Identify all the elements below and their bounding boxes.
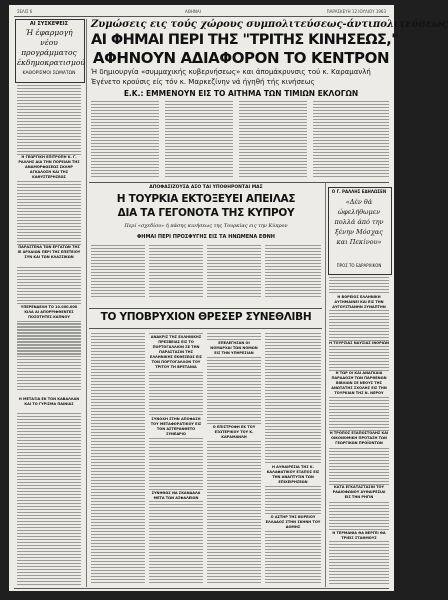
newspaper-page — [9, 5, 448, 591]
header-rule — [14, 16, 389, 17]
page-bottom-rule — [14, 588, 389, 589]
cyprus-body-col-1 — [91, 245, 145, 301]
left-title: Ή έφαρμογή νέου προγράμματος έκδημοκρατισμού — [17, 28, 85, 67]
dateline: ΠΑΡΑΣΚΕΥΗ 12 ΙΟΥΛΙΟΥ 1963 — [326, 9, 386, 14]
right-headline-5: ΚΑΤΑ ΕΓΚΑΤΑΣΤΑΣΙΝ ΤΟΥ ΡΑΔΙΟΦΩΝΟΥ ΑΥΘΑΙΡΕΣΙΑΙ ΕΙΣ ΤΗΝ ΡΗΓΙΝ — [329, 485, 389, 500]
masthead: ΑΘΗΝΑΙ — [185, 9, 201, 14]
left-headline-1: Η ΓΕΩΡΓΙΚΗ ΕΠΙΤΡΟΠΗ Κ. Γ. ΡΑΛΛΗΣ ΔΙΑ ΤΗΝ ΠΟΡΕΙΑΝ ΤΗΣ ΑΝΑΜΟΡΦΩΣΕΩΣ ΣΚΛΗΡ ΑΓΚΑΛΟΣΗ ΚΑΙ ΤΗΣ ΚΑΘΥΣΤΕΡΗΣΕΩΣ — [18, 155, 80, 179]
left-column-rule — [86, 19, 87, 587]
page-number: ΣΕΛΙΣ 6 — [17, 9, 33, 14]
right-headline-6: Η ΤΕΡΜΑΝΙΑ ΘΑ ΒΕΡΓΕΙ ΘΑ ΤΡΙΕΙΣ ΣΤΑΘΜΟΥΣ — [329, 531, 389, 541]
cyprus-deck: Περί «σχεδίου» ή πάσης κινήσεως της Τουρκίας εις την Κύπρον — [124, 223, 288, 229]
deck-line-1: Ή δημιουργία «συμμαχικής κυβερνήσεως» και άπομάκρυνσις τού κ. Καραμανλή — [91, 68, 371, 76]
right-label: Ο Γ. ΡΑΛΛΗΣ ΕΔΗΛΩΣΕΝ — [331, 189, 387, 194]
left-headline-4: Η ΜΕΤΑΞΙΑ ΕΚ ΤΟΝ ΚΑΒΑΛΛΑΝ ΚΑΙ ΤΟ ΓΥΡΙΣΜΑ ΠΑΙΝΙΑΣ — [18, 397, 80, 406]
left-headline-2: ΠΑΡΑΣΤΕΝΑ ΤΩΝ ΕΡΓΑΤΩΝ ΤΗΣ ΙΕ ΑΡΧΑΙΩΝ ΠΕΡΙ ΤΗΣ ΕΠΕΤΕΙΟΥ ΣΥΝ ΚΑΙ ΤΩΝ ΚΛΑΣΣΙΚΩΝ — [17, 245, 81, 259]
lower-headline-g: Ο ΑΣΤΗΡ ΤΗΣ ΒΟΡΕΙΟΥ ΕΛΛΑΔΟΣ ΣΤΗΝ ΣΚΗΝΗ ΤΟΥ ΔΟΜΗΣ — [265, 515, 321, 529]
cyprus-bottom-rule — [89, 308, 322, 309]
left-body-3 — [17, 323, 81, 393]
right-headline-4: Η ΤΡΟΠΟΣ ΕΞΑΠΟΣΤΟΛΗΣ ΚΑΙ ΟΙΚΟΝΟΜΙΚΗ ΠΡΟΤΑΣΗ ΤΩΝ ΓΕΩΡΓΙΚΩΝ ΠΡΟΪΟΝΤΩΝ — [329, 431, 389, 445]
right-column-rule — [325, 183, 326, 587]
submarine-rule — [89, 328, 322, 329]
lower-body-col-2 — [149, 333, 203, 587]
cyprus-body-col-4 — [265, 245, 321, 301]
submarine-headline: ΤΟ ΥΠΟΒΡΥΧΙΟΝ ΘΡΕΣΕΡ ΣΥΝΕΘΛΙΒΗ — [100, 311, 312, 323]
left-label: ΑΙ ΣΥΣΚΕΨΕΙΣ — [29, 21, 69, 27]
top-story-bottom-rule — [89, 182, 389, 183]
lower-headline-e: Ο ΕΠΙΣΤΡΟΦΗ ΕΚ ΤΟΥ ΕΞΩΤΕΡΙΚΟΥ ΤΟΥ Κ. ΚΑΡΑΜΑΝΛΗ — [207, 425, 261, 440]
cyprus-body-col-3 — [207, 245, 261, 301]
top-story-body-col-1 — [91, 101, 159, 179]
left-headline-3: ΥΠΕΡΕΝΔΕΛΗ ΤΟ 10.000.000 ΚΙΛΑ ΑΙ ΑΠΟΡΡΙΦΘΕΝΤΕΣ ΠΟΣΟΤΗΤΕΣ ΚΑΠΝΟΥ — [17, 305, 81, 320]
cyprus-body-col-2 — [149, 245, 203, 301]
cyprus-headline-2: ΔΙΑ ΤΑ ΓΕΓΟΝΟΤΑ ΤΗΣ ΚΥΠΡΟΥ — [117, 207, 295, 219]
cyprus-sub: ΦΗΜΑΙ ΠΕΡΙ ΠΡΟΣΦΥΓΗΣ ΕΙΣ ΤΑ ΗΝΩΜΕΝΑ ΕΘΝΗ — [137, 234, 275, 240]
lower-headline-a: ΑΝΑΚΡΙΣ ΤΗΣ ΕΛΛΗΝΙΚΗΣ ΠΡΕΣΒΕΙΑΣ ΕΙΣ ΤΟ ΠΟΡΤΟΓΑΛΛΙΟΝ ΣΕ ΤΗΝ ΠΑΡΑΣΤΑΣΙΝ ΤΗΣ ΕΛΛΗΝΙΚΗΣ ΕΚΘΕΣΕΩΣ ΕΙΣ ΤΟΝ ΠΟΡΤΟΓΑΛΛΟΝ ΤΟΥ ΤΡΙΤΟΥ ΤΗ ΒΡΕΤΑΝΙΑ — [149, 335, 203, 369]
kicker: Ζυμώσεις εις τούς χώρους συμπολιτεύσεως-άντιπολιτεύσεως — [91, 19, 448, 30]
lower-headline-b: ΣΥΝΟΧΗ ΣΤΗΝ ΑΠΟΦΑΣΗ ΤΟΥ ΜΕΤΑΦΟΡΑΤΙΚΟΥ ΕΙΣ ΤΟΝ ΑΣΤΕΡΑΝΘΕΤΟ ΣΥΝΕΔΡΙΟ — [150, 417, 202, 436]
lower-body-col-4 — [265, 333, 321, 587]
right-title: «Δέν θά ώφελήθωμεν πολλά άπό την ξένην Μόσχας και Πεκίνου» — [334, 198, 384, 246]
right-headline-1: Η ΒΟΡΕΙΟΣ ΕΛΛΗΝΙΚΗ ΑΥΞΗΜΑΙΝΕΙ ΚΑΙ ΕΙΣ ΤΗΝ ΑΥΓΟΥΣΤΙΑΝΗΝ ΣΥΝΑΠΤΗΝ — [329, 295, 389, 310]
lower-headline-f: Η ΑΥΘΑΙΡΕΣΙΑ ΤΗΣ Κ. ΚΑΛΑΦΑΤΙΚΟΥ ΕΞΑΠΟΣ ΕΙΣ ΤΗΝ ΑΝΑΠΤΥΞΙΝ ΤΩΝ ΕΠΙΧΕΙΡΗΣΕΩΝ — [266, 465, 320, 484]
left-small: ΚΑΘΟΡΙΣΜΟΙ ΣΩΜΑΤΩΝ — [22, 71, 76, 76]
lower-body-col-3 — [207, 333, 261, 587]
top-story-body-col-2 — [165, 101, 233, 179]
right-headline-3: Η ΤΩΡ ΟΙ ΚΑΙ ΑΝΑΓΚΑΙΑ ΠΑΡΑΔΟΣΗ ΤΩΝ ΠΑΡΘΕΝΩΝ ΒΙΒΛΙΩΝ ΣΕ ΝΕΟΥΣ ΤΗΣ ΑΝΩΤΑΤΗΣ ΣΧΟΛΗΣ ΕΙΣ ΤΗΝ ΤΟΥΡΚΙΑΝ ΤΗΣ Ν. ΝΕΡΟΥ — [329, 371, 389, 396]
strap: Ε.Κ.: ΕΜΜΕΝΟΥΝ ΕΙΣ ΤΟ ΑΙΤΗΜΑ ΤΩΝ ΤΙΜΙΩΝ ΕΚΛΟΓΩΝ — [123, 89, 359, 98]
left-body-4 — [17, 413, 81, 587]
right-small: ΠΡΟΣ ΤΟ ΕΔΡΑΡΧΙΚΟΝ — [336, 263, 382, 268]
main-headline-line-1: ΑΙ ΦΗΜΑΙ ΠΕΡΙ ΤΗΣ "ΤΡΙΤΗΣ ΚΙΝΗΣΕΩΣ," — [91, 32, 399, 48]
lower-headline-c: ΣΥΝΗΘΩΣ ΝΑ ΣΚΑΝΔΑΛΑ ΜΕΤΑ ΤΩΝ ΑΣΦΑΛΕΙΩΝ — [149, 491, 203, 501]
cyprus-headline-1: Η ΤΟΥΡΚΙΑ ΕΚΤΟΞΕΥΕΙ ΑΠΕΙΛΑΣ — [116, 193, 296, 205]
deck-line-2: Έγένετο κρούσις είς τόν κ. Μαρκεζίνην νά ήγηθή τής κινήσεως — [91, 78, 315, 86]
top-story-body-col-3 — [239, 101, 307, 179]
right-headline-2: Η ΤΟΥΡΣΙΑΣ ΝΑΥΣΙΑΣ ΙΝΟΡΙΩΝ — [329, 341, 389, 345]
cyprus-kicker: ΑΠΟΦΑΣΙΖΟΥΣΑ ΑΣΟ ΤΑΙ ΥΠΟΘΗΡΟΝΤΑΙ ΜΑΣ — [149, 185, 263, 190]
lower-body-col-1 — [91, 333, 145, 587]
top-story-body-col-4 — [313, 101, 389, 179]
main-headline-line-2: ΑΦΗΝΟΥΝ ΑΔΙΑΦΟΡΟΝ ΤΟ ΚΕΝΤΡΟΝ — [92, 49, 390, 67]
lower-headline-d: ΕΠΕΛΕΓΗΣΑΝ ΟΙ ΝΟΜΑΡΧΑΙ ΤΩΝ ΝΟΜΩΝ ΕΙΣ ΤΗΝ ΥΠΗΡΕΣΙΑΝ — [207, 341, 261, 356]
